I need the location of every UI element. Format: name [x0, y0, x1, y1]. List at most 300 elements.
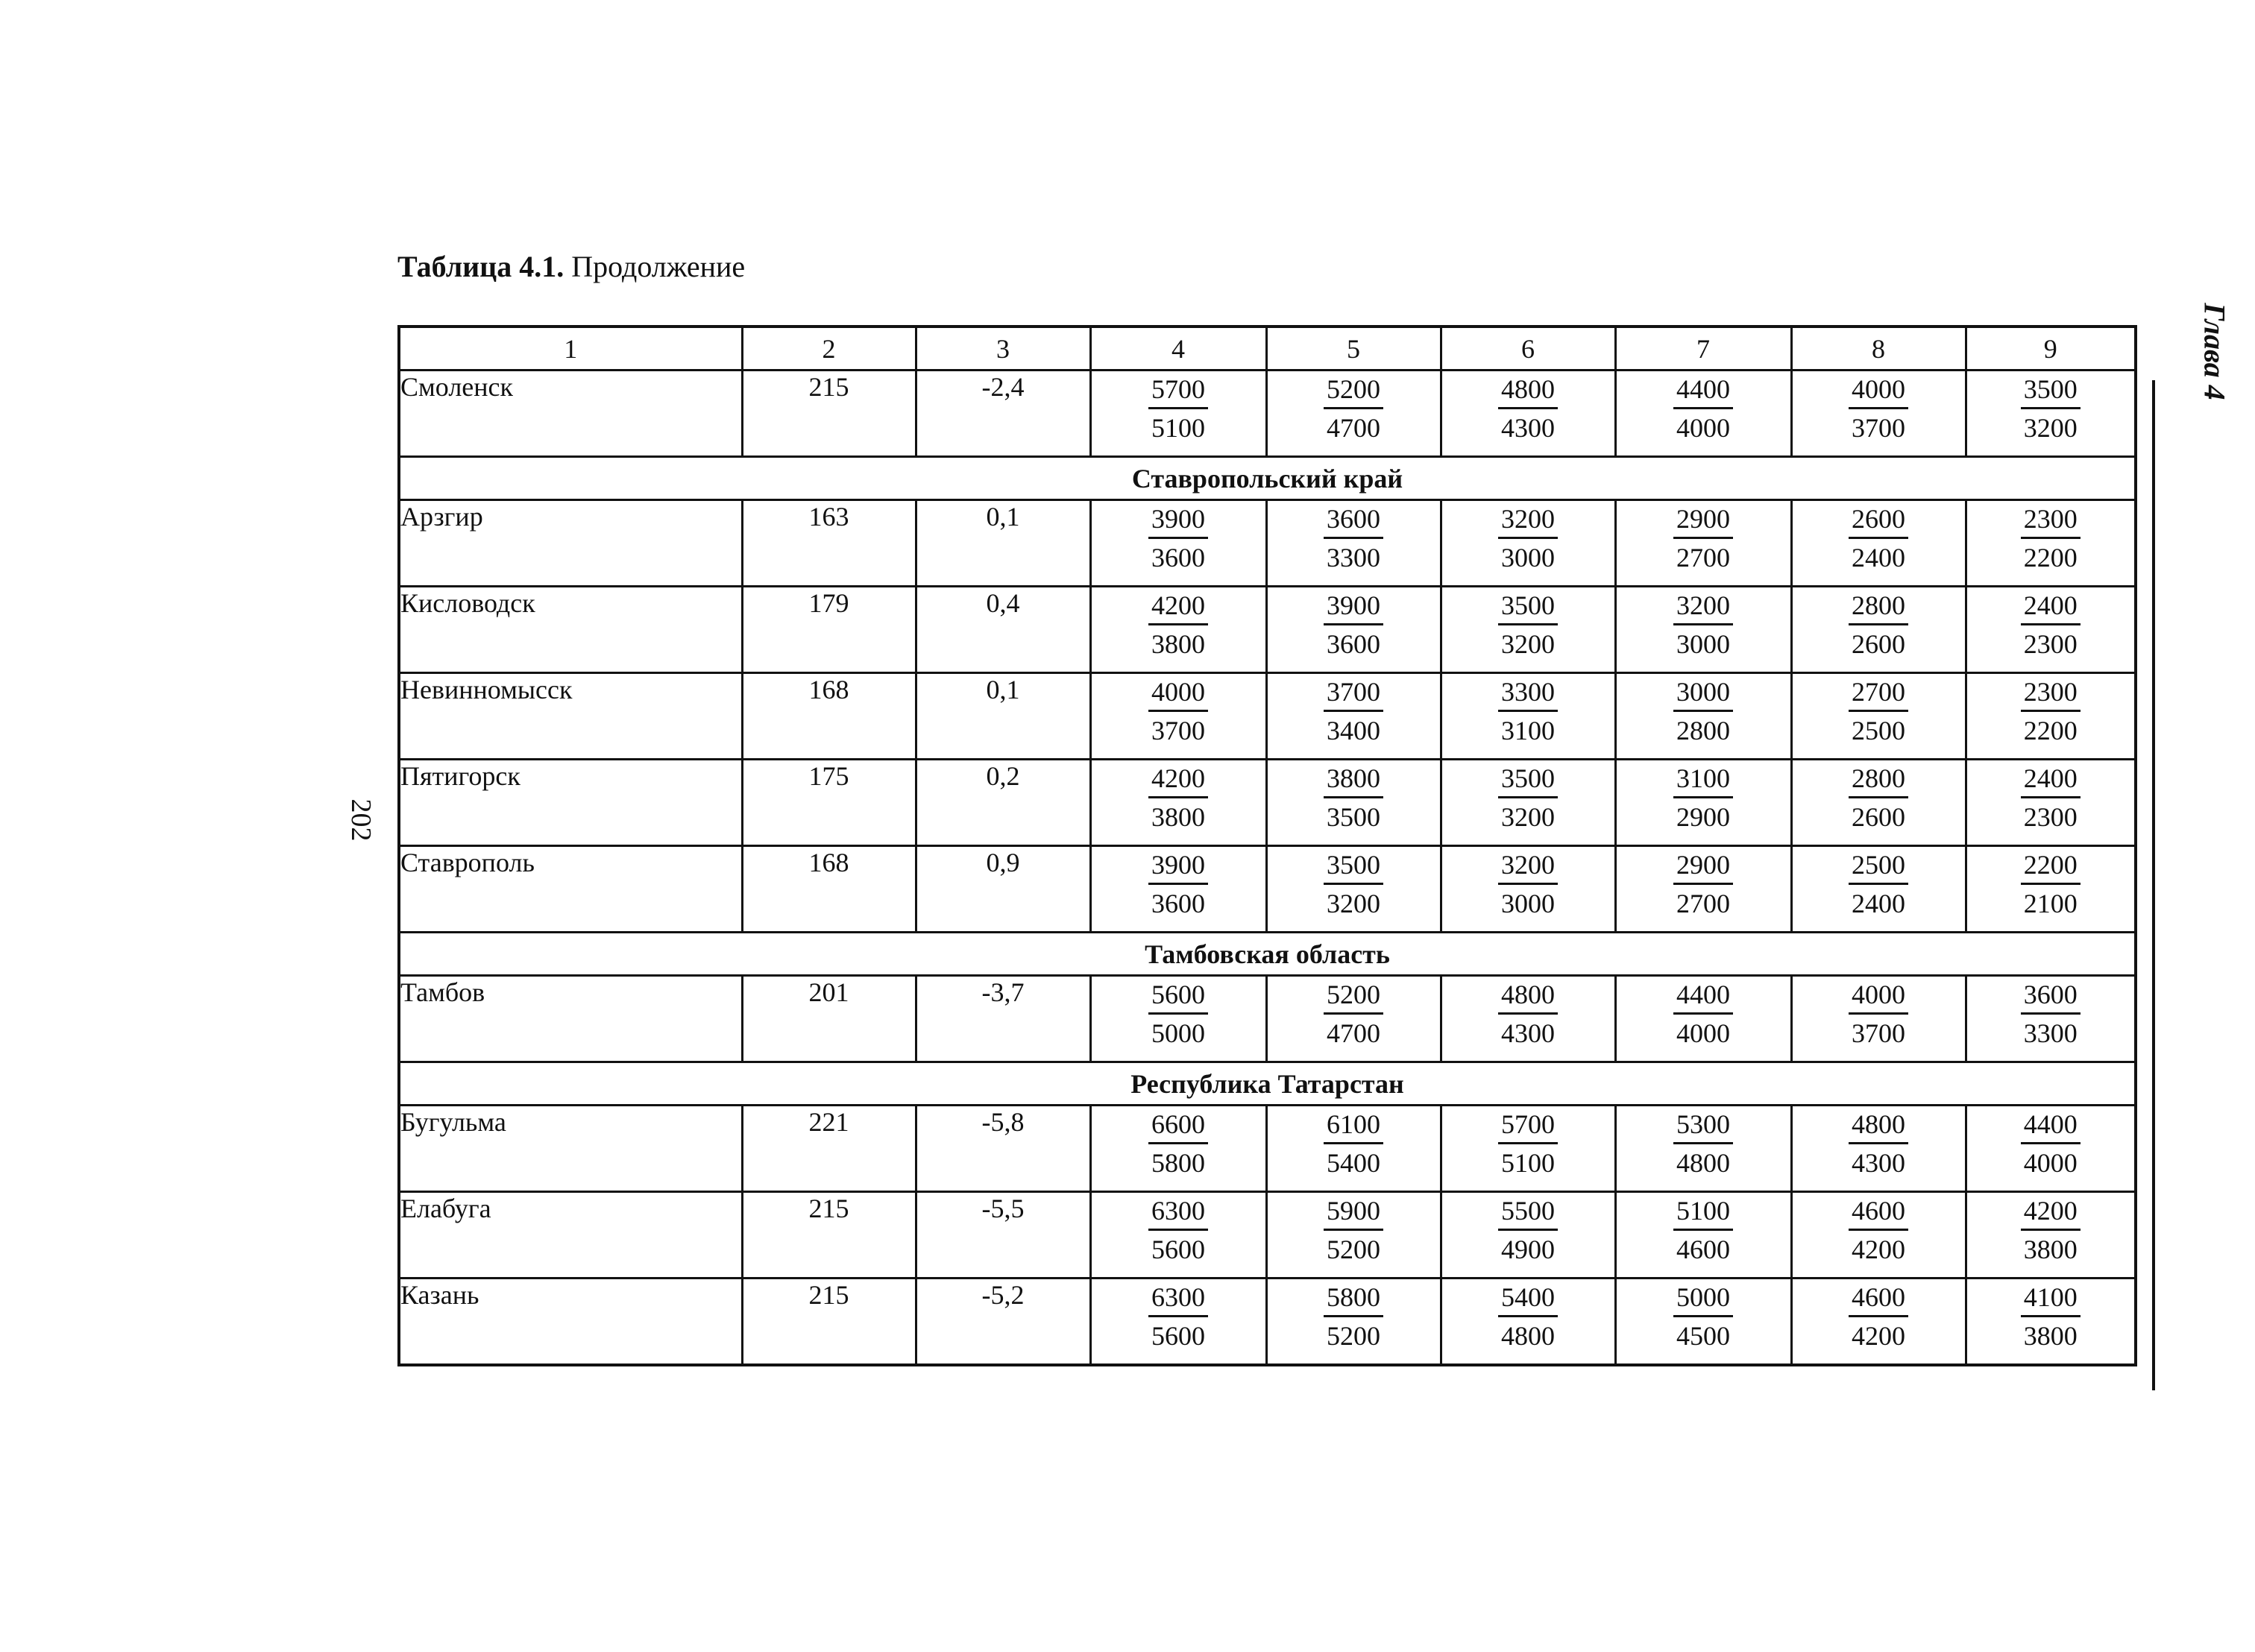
col3-cell: -5,5 [916, 1192, 1090, 1279]
column-number-cell: 8 [1791, 327, 1966, 371]
fraction-numerator: 2200 [2021, 847, 2081, 885]
fraction [2021, 587, 2081, 663]
fraction-denominator: 4800 [1676, 1148, 1730, 1178]
fraction-cell [1266, 371, 1441, 457]
fraction [1148, 371, 1208, 447]
fraction-denominator: 3800 [1151, 802, 1205, 832]
fraction-cell [1966, 500, 2136, 587]
fraction-cell [1966, 1192, 2136, 1279]
fraction [2021, 1193, 2081, 1268]
table-row [399, 371, 2136, 457]
fraction-denominator: 2600 [1852, 629, 1905, 659]
fraction-numerator: 5200 [1324, 371, 1383, 409]
fraction-denominator: 3200 [2023, 413, 2078, 443]
fraction [1849, 587, 1908, 663]
fraction-cell [1615, 846, 1791, 933]
fraction-cell [1266, 1192, 1441, 1279]
fraction-denominator: 2800 [1676, 716, 1730, 745]
fraction-denominator: 4800 [1501, 1321, 1555, 1351]
fraction-cell [1966, 587, 2136, 673]
fraction [1498, 371, 1558, 447]
fraction [1849, 501, 1908, 576]
col2-cell: 179 [742, 587, 916, 673]
fraction-denominator: 5100 [1151, 413, 1205, 443]
column-number-cell: 4 [1090, 327, 1266, 371]
col2-cell: 163 [742, 500, 916, 587]
fraction [2021, 674, 2081, 749]
fraction [1498, 847, 1558, 922]
fraction-cell [1441, 846, 1615, 933]
fraction [1148, 1279, 1208, 1355]
fraction-numerator: 5400 [1498, 1279, 1558, 1317]
fraction-denominator: 4300 [1501, 1018, 1555, 1048]
col2-cell: 221 [742, 1106, 916, 1192]
fraction-numerator: 5000 [1673, 1279, 1733, 1317]
fraction-denominator: 4200 [1852, 1235, 1905, 1264]
fraction-denominator: 5600 [1151, 1235, 1205, 1264]
fraction-cell [1266, 587, 1441, 673]
fraction [1498, 1279, 1558, 1355]
fraction-numerator: 2800 [1849, 760, 1908, 798]
column-number-row [399, 327, 2136, 371]
fraction [1673, 1279, 1733, 1355]
col3-cell: -5,2 [916, 1279, 1090, 1366]
fraction-cell [1090, 371, 1266, 457]
fraction-denominator: 3800 [2023, 1321, 2078, 1351]
fraction-numerator: 4000 [1849, 977, 1908, 1015]
fraction [1324, 847, 1383, 922]
fraction-numerator: 5300 [1673, 1106, 1733, 1144]
city-name-cell: Казань [399, 1279, 742, 1366]
fraction-denominator: 3700 [1151, 716, 1205, 745]
fraction-denominator: 3700 [1852, 413, 1905, 443]
fraction-cell [1090, 976, 1266, 1062]
fraction [1324, 977, 1383, 1052]
fraction-numerator: 4200 [2021, 1193, 2081, 1231]
fraction-numerator: 4400 [1673, 977, 1733, 1015]
fraction-numerator: 4800 [1849, 1106, 1908, 1144]
fraction-denominator: 3200 [1501, 629, 1555, 659]
column-number-cell: 7 [1615, 327, 1791, 371]
fraction-denominator: 4000 [1676, 1018, 1730, 1048]
fraction-numerator: 5800 [1324, 1279, 1383, 1317]
fraction [1673, 674, 1733, 749]
fraction-numerator: 5600 [1148, 977, 1208, 1015]
fraction-cell [1791, 1192, 1966, 1279]
table-row [399, 673, 2136, 760]
col3-cell: 0,2 [916, 760, 1090, 846]
fraction-denominator: 3300 [1327, 543, 1380, 573]
fraction-cell [1090, 1279, 1266, 1366]
fraction-numerator: 6300 [1148, 1279, 1208, 1317]
fraction [1498, 977, 1558, 1052]
fraction-denominator: 5000 [1151, 1018, 1205, 1048]
fraction-numerator: 2300 [2021, 501, 2081, 539]
fraction-denominator: 3600 [1327, 629, 1380, 659]
column-number-cell: 1 [399, 327, 742, 371]
fraction-numerator: 4600 [1849, 1193, 1908, 1231]
fraction [1148, 847, 1208, 922]
fraction-numerator: 4200 [1148, 760, 1208, 798]
fraction [1849, 1279, 1908, 1355]
fraction [1324, 501, 1383, 576]
fraction [1324, 1106, 1383, 1182]
fraction-cell [1266, 760, 1441, 846]
fraction-denominator: 3200 [1327, 889, 1380, 918]
col3-cell: -3,7 [916, 976, 1090, 1062]
city-name-cell: Арзгир [399, 500, 742, 587]
fraction-cell [1090, 1106, 1266, 1192]
fraction [1849, 1106, 1908, 1182]
fraction-denominator: 4500 [1676, 1321, 1730, 1351]
region-title: Ставропольский край [399, 457, 2136, 500]
fraction [2021, 501, 2081, 576]
fraction [1148, 977, 1208, 1052]
col2-cell: 168 [742, 846, 916, 933]
fraction [1324, 1279, 1383, 1355]
fraction-numerator: 3500 [1498, 760, 1558, 798]
fraction-denominator: 4000 [2023, 1148, 2078, 1178]
fraction [1148, 1106, 1208, 1182]
city-name-cell: Смоленск [399, 371, 742, 457]
fraction [1498, 587, 1558, 663]
fraction-denominator: 5600 [1151, 1321, 1205, 1351]
fraction-numerator: 2500 [1849, 847, 1908, 885]
fraction [1673, 1193, 1733, 1268]
fraction [1849, 847, 1908, 922]
table-row [399, 1106, 2136, 1192]
fraction-numerator: 3900 [1324, 587, 1383, 625]
fraction [1673, 977, 1733, 1052]
fraction-numerator: 2800 [1849, 587, 1908, 625]
fraction-cell [1441, 587, 1615, 673]
city-name-cell: Бугульма [399, 1106, 742, 1192]
fraction-cell [1441, 673, 1615, 760]
fraction-numerator: 6300 [1148, 1193, 1208, 1231]
fraction-denominator: 4600 [1676, 1235, 1730, 1264]
fraction-denominator: 3400 [1327, 716, 1380, 745]
fraction-numerator: 2300 [2021, 674, 2081, 712]
fraction-numerator: 2900 [1673, 501, 1733, 539]
fraction-numerator: 4100 [2021, 1279, 2081, 1317]
col2-cell: 215 [742, 1192, 916, 1279]
city-name-cell: Кисловодск [399, 587, 742, 673]
fraction-cell [1441, 500, 1615, 587]
fraction [1148, 674, 1208, 749]
fraction [1324, 1193, 1383, 1268]
fraction [1148, 501, 1208, 576]
fraction [1849, 760, 1908, 836]
fraction [2021, 1279, 2081, 1355]
fraction-denominator: 4300 [1852, 1148, 1905, 1178]
fraction-numerator: 4200 [1148, 587, 1208, 625]
fraction-numerator: 3600 [2021, 977, 2081, 1015]
fraction-cell [1266, 846, 1441, 933]
fraction [1849, 674, 1908, 749]
fraction-denominator: 2300 [2023, 629, 2078, 659]
fraction-cell [1966, 1279, 2136, 1366]
col3-cell: 0,1 [916, 500, 1090, 587]
fraction-cell [1791, 1279, 1966, 1366]
fraction-denominator: 4700 [1327, 413, 1380, 443]
column-number-cell: 5 [1266, 327, 1441, 371]
fraction [1324, 760, 1383, 836]
table-caption-continuation: Продолжение [564, 250, 746, 283]
fraction-cell [1791, 976, 1966, 1062]
fraction-cell [1090, 587, 1266, 673]
fraction-numerator: 4800 [1498, 977, 1558, 1015]
fraction-denominator: 3100 [1501, 716, 1555, 745]
col3-cell: -2,4 [916, 371, 1090, 457]
fraction [1324, 587, 1383, 663]
fraction-numerator: 3100 [1673, 760, 1733, 798]
table-caption [397, 249, 745, 284]
fraction-cell [1966, 976, 2136, 1062]
col2-cell: 201 [742, 976, 916, 1062]
city-name-cell: Ставрополь [399, 846, 742, 933]
fraction-cell [1791, 846, 1966, 933]
fraction [1498, 760, 1558, 836]
fraction-denominator: 4200 [1852, 1321, 1905, 1351]
fraction-cell [1266, 1106, 1441, 1192]
fraction-numerator: 3500 [1324, 847, 1383, 885]
fraction-cell [1966, 673, 2136, 760]
column-number-cell: 9 [1966, 327, 2136, 371]
region-row [399, 933, 2136, 976]
fraction-denominator: 5200 [1327, 1321, 1380, 1351]
fraction-numerator: 4000 [1849, 371, 1908, 409]
fraction-denominator: 3700 [1852, 1018, 1905, 1048]
table-body [399, 327, 2136, 1365]
fraction [1673, 760, 1733, 836]
fraction-numerator: 4400 [1673, 371, 1733, 409]
fraction [1849, 371, 1908, 447]
city-name-cell: Невинномысск [399, 673, 742, 760]
fraction-cell [1791, 500, 1966, 587]
fraction-cell [1441, 1279, 1615, 1366]
col2-cell: 215 [742, 371, 916, 457]
fraction-cell [1441, 760, 1615, 846]
fraction-denominator: 2400 [1852, 543, 1905, 573]
fraction-numerator: 5700 [1148, 371, 1208, 409]
fraction-cell [1791, 1106, 1966, 1192]
fraction-denominator: 3800 [2023, 1235, 2078, 1264]
fraction-cell [1090, 673, 1266, 760]
col2-cell: 168 [742, 673, 916, 760]
chapter-rule [2152, 380, 2155, 1390]
table-row [399, 846, 2136, 933]
fraction-cell [1615, 587, 1791, 673]
fraction-cell [1266, 976, 1441, 1062]
city-name-cell: Елабуга [399, 1192, 742, 1279]
fraction-denominator: 3600 [1151, 543, 1205, 573]
fraction-denominator: 5200 [1327, 1235, 1380, 1264]
fraction-denominator: 2100 [2023, 889, 2078, 918]
city-name-cell: Пятигорск [399, 760, 742, 846]
fraction-cell [1615, 976, 1791, 1062]
fraction [1673, 847, 1733, 922]
fraction-cell [1615, 371, 1791, 457]
fraction-numerator: 5500 [1498, 1193, 1558, 1231]
fraction-cell [1615, 500, 1791, 587]
fraction-cell [1090, 500, 1266, 587]
fraction-denominator: 2700 [1676, 889, 1730, 918]
data-table [397, 325, 2137, 1366]
fraction [2021, 847, 2081, 922]
fraction-numerator: 4600 [1849, 1279, 1908, 1317]
fraction-denominator: 3800 [1151, 629, 1205, 659]
fraction [1148, 760, 1208, 836]
fraction-numerator: 5700 [1498, 1106, 1558, 1144]
fraction-denominator: 3200 [1501, 802, 1555, 832]
city-name-cell: Тамбов [399, 976, 742, 1062]
region-row [399, 457, 2136, 500]
fraction-numerator: 3200 [1673, 587, 1733, 625]
fraction-numerator: 3000 [1673, 674, 1733, 712]
table-row [399, 760, 2136, 846]
fraction [1673, 371, 1733, 447]
fraction-numerator: 6100 [1324, 1106, 1383, 1144]
table-caption-label: Таблица 4.1. [397, 250, 564, 283]
fraction-denominator: 2200 [2023, 543, 2078, 573]
fraction [2021, 371, 2081, 447]
fraction-denominator: 2400 [1852, 889, 1905, 918]
table-row [399, 976, 2136, 1062]
col2-cell: 175 [742, 760, 916, 846]
region-title: Тамбовская область [399, 933, 2136, 976]
col3-cell: 0,9 [916, 846, 1090, 933]
fraction-denominator: 2500 [1852, 716, 1905, 745]
col3-cell: 0,4 [916, 587, 1090, 673]
fraction-numerator: 3500 [1498, 587, 1558, 625]
fraction-numerator: 3200 [1498, 847, 1558, 885]
fraction-denominator: 2900 [1676, 802, 1730, 832]
fraction [1498, 1106, 1558, 1182]
fraction-numerator: 3900 [1148, 847, 1208, 885]
fraction-cell [1266, 673, 1441, 760]
fraction-numerator: 3600 [1324, 501, 1383, 539]
fraction-cell [1966, 371, 2136, 457]
fraction-numerator: 6600 [1148, 1106, 1208, 1144]
fraction-denominator: 3500 [1327, 802, 1380, 832]
fraction [1673, 501, 1733, 576]
fraction-denominator: 4900 [1501, 1235, 1555, 1264]
fraction-numerator: 2400 [2021, 587, 2081, 625]
fraction-numerator: 4000 [1148, 674, 1208, 712]
fraction-denominator: 3000 [1676, 629, 1730, 659]
fraction [2021, 977, 2081, 1052]
fraction-cell [1791, 760, 1966, 846]
fraction-cell [1966, 846, 2136, 933]
fraction-denominator: 5100 [1501, 1148, 1555, 1178]
fraction-cell [1441, 1192, 1615, 1279]
fraction-numerator: 4800 [1498, 371, 1558, 409]
fraction [1849, 1193, 1908, 1268]
fraction-numerator: 2400 [2021, 760, 2081, 798]
col2-cell: 215 [742, 1279, 916, 1366]
fraction [1324, 371, 1383, 447]
fraction-denominator: 2200 [2023, 716, 2078, 745]
fraction-cell [1615, 1192, 1791, 1279]
col3-cell: -5,8 [916, 1106, 1090, 1192]
fraction-denominator: 4700 [1327, 1018, 1380, 1048]
fraction-denominator: 2700 [1676, 543, 1730, 573]
fraction-numerator: 2700 [1849, 674, 1908, 712]
fraction-cell [1441, 371, 1615, 457]
fraction-cell [1615, 1106, 1791, 1192]
fraction-denominator: 5400 [1327, 1148, 1380, 1178]
fraction [1498, 501, 1558, 576]
fraction-cell [1791, 673, 1966, 760]
fraction-denominator: 4000 [1676, 413, 1730, 443]
region-row [399, 1062, 2136, 1106]
fraction-cell [1441, 976, 1615, 1062]
fraction-numerator: 5100 [1673, 1193, 1733, 1231]
fraction-numerator: 3500 [2021, 371, 2081, 409]
fraction-cell [1966, 760, 2136, 846]
fraction [1148, 1193, 1208, 1268]
fraction-denominator: 2300 [2023, 802, 2078, 832]
fraction-cell [1266, 500, 1441, 587]
fraction-denominator: 5800 [1151, 1148, 1205, 1178]
fraction-cell [1441, 1106, 1615, 1192]
fraction-cell [1090, 846, 1266, 933]
page-number: 202 [345, 798, 377, 842]
table-row [399, 500, 2136, 587]
fraction-denominator: 4300 [1501, 413, 1555, 443]
fraction-cell [1266, 1279, 1441, 1366]
region-title: Республика Татарстан [399, 1062, 2136, 1106]
column-number-cell: 2 [742, 327, 916, 371]
fraction-denominator: 2600 [1852, 802, 1905, 832]
fraction-cell [1615, 1279, 1791, 1366]
fraction-denominator: 3000 [1501, 889, 1555, 918]
table-row [399, 1192, 2136, 1279]
fraction [1849, 977, 1908, 1052]
chapter-heading: Глава 4 [2198, 303, 2232, 400]
fraction-numerator: 4400 [2021, 1106, 2081, 1144]
fraction-numerator: 3900 [1148, 501, 1208, 539]
fraction [1673, 1106, 1733, 1182]
fraction-cell [1966, 1106, 2136, 1192]
fraction [1324, 674, 1383, 749]
fraction-denominator: 3300 [2023, 1018, 2078, 1048]
fraction [1498, 1193, 1558, 1268]
fraction-numerator: 3800 [1324, 760, 1383, 798]
fraction [1498, 674, 1558, 749]
fraction-numerator: 5900 [1324, 1193, 1383, 1231]
fraction-cell [1615, 760, 1791, 846]
fraction [2021, 1106, 2081, 1182]
col3-cell: 0,1 [916, 673, 1090, 760]
fraction-numerator: 3700 [1324, 674, 1383, 712]
fraction-numerator: 2600 [1849, 501, 1908, 539]
fraction-denominator: 3000 [1501, 543, 1555, 573]
fraction-cell [1090, 1192, 1266, 1279]
fraction-cell [1791, 587, 1966, 673]
fraction-numerator: 3300 [1498, 674, 1558, 712]
table-row [399, 1279, 2136, 1366]
fraction-numerator: 3200 [1498, 501, 1558, 539]
fraction-cell [1090, 760, 1266, 846]
fraction-cell [1615, 673, 1791, 760]
fraction [2021, 760, 2081, 836]
column-number-cell: 3 [916, 327, 1090, 371]
column-number-cell: 6 [1441, 327, 1615, 371]
fraction-cell [1791, 371, 1966, 457]
fraction [1148, 587, 1208, 663]
fraction-numerator: 5200 [1324, 977, 1383, 1015]
